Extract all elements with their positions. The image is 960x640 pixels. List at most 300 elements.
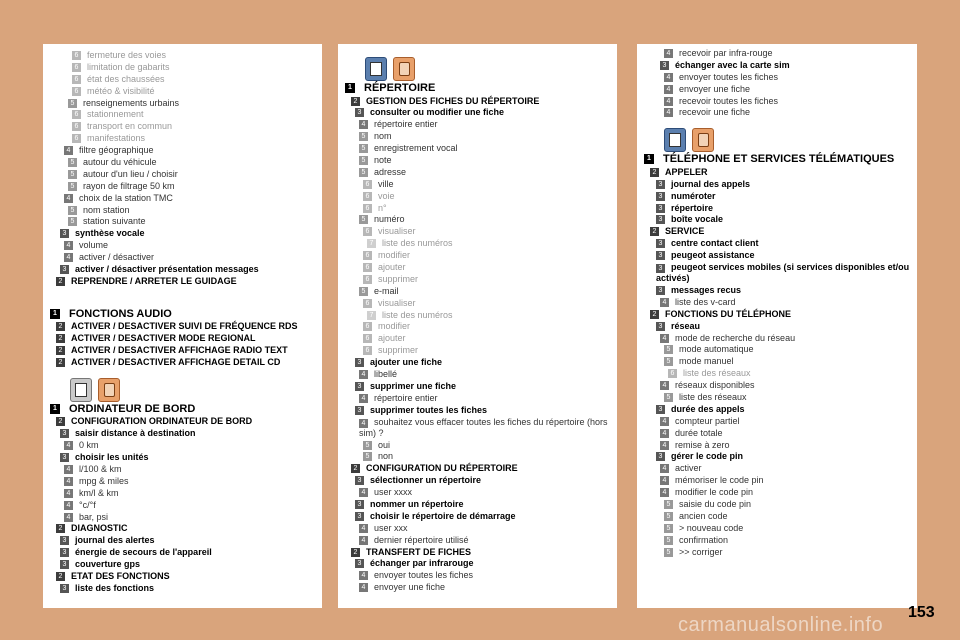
- menu-item-label: enregistrement vocal: [374, 143, 458, 154]
- menu-item-label: ACTIVER / DESACTIVER AFFICHAGE DETAIL CD: [71, 356, 281, 367]
- level-badge: 4: [359, 394, 368, 403]
- menu-item-label: météo & visibilité: [87, 85, 155, 96]
- menu-item: [644, 404, 917, 416]
- menu-item: [345, 191, 617, 203]
- menu-item: [644, 179, 917, 191]
- level-badge: 5: [359, 215, 368, 224]
- level-badge: 2: [650, 168, 659, 177]
- level-badge: 1: [50, 309, 60, 319]
- level-badge: 3: [355, 382, 364, 391]
- level-badge: 3: [60, 229, 69, 238]
- level-badge: 4: [660, 429, 669, 438]
- menu-item: [345, 333, 617, 345]
- level-badge: 5: [359, 287, 368, 296]
- level-badge: 3: [656, 264, 665, 273]
- menu-item: [345, 131, 617, 143]
- trip-computer-icons: [50, 377, 322, 403]
- menu-item-label: compteur partiel: [675, 415, 740, 426]
- level-badge: 2: [56, 334, 65, 343]
- menu-item-label: modifier: [378, 250, 411, 261]
- menu-item: [644, 226, 917, 238]
- menu-item: [50, 428, 322, 440]
- menu-item-label: supprimer une fiche: [370, 380, 457, 391]
- menu-item: [345, 511, 617, 523]
- menu-item: [345, 547, 617, 559]
- menu-item-label: renseignements urbains: [83, 97, 180, 108]
- level-badge: 4: [64, 501, 73, 510]
- menu-item: [345, 440, 617, 452]
- level-badge: 4: [359, 120, 368, 129]
- menu-item-label: envoyer toutes les fiches: [679, 71, 779, 82]
- level-badge: 7: [367, 311, 376, 320]
- level-badge: 6: [363, 322, 372, 331]
- level-badge: 4: [64, 441, 73, 450]
- level-badge: 4: [64, 465, 73, 474]
- menu-item: [345, 82, 617, 96]
- menu-item: [345, 558, 617, 570]
- menu-item-label: peugeot services mobiles (si services disponibles et/ou activés): [656, 261, 910, 283]
- menu-item: [50, 62, 322, 74]
- level-badge: 6: [363, 299, 372, 308]
- menu-item: [50, 228, 322, 240]
- audio-menu-list: [50, 308, 322, 369]
- menu-item-label: saisie du code pin: [679, 499, 752, 509]
- menu-item: [644, 321, 917, 333]
- level-badge: 3: [355, 559, 364, 568]
- menu-column-right: [637, 44, 917, 608]
- menu-item-label: autour du véhicule: [83, 157, 157, 168]
- menu-item: [50, 240, 322, 252]
- level-badge: 2: [351, 97, 360, 106]
- level-badge: 4: [64, 194, 73, 203]
- level-badge: 5: [68, 217, 77, 226]
- menu-item: [345, 167, 617, 179]
- menu-item-label: ORDINATEUR DE BORD: [69, 402, 196, 415]
- menu-item-label: mémoriser le code pin: [675, 475, 764, 486]
- level-badge: 6: [363, 334, 372, 343]
- level-badge: 4: [664, 85, 673, 94]
- level-badge: 5: [68, 206, 77, 215]
- level-badge: 5: [359, 144, 368, 153]
- menu-item: [345, 451, 617, 463]
- level-badge: 5: [359, 156, 368, 165]
- menu-item-label: centre contact client: [671, 238, 759, 249]
- menu-item: [644, 250, 917, 262]
- menu-item-label: RÉPERTOIRE: [364, 82, 436, 94]
- menu-item: [345, 369, 617, 381]
- menu-item: [644, 60, 917, 72]
- level-badge: 3: [60, 453, 69, 462]
- menu-item: [644, 344, 917, 356]
- menu-item-label: CONFIGURATION ORDINATEUR DE BORD: [71, 416, 253, 427]
- level-badge: 5: [664, 536, 673, 545]
- menu-item: [644, 440, 917, 452]
- menu-item: [50, 559, 322, 571]
- menu-item: [345, 535, 617, 547]
- menu-item-label: recevoir par infra-rouge: [679, 48, 773, 58]
- level-badge: 4: [664, 97, 673, 106]
- level-badge: 2: [56, 417, 65, 426]
- level-badge: 4: [64, 253, 73, 262]
- menu-item: [345, 405, 617, 417]
- menu-item: [644, 285, 917, 297]
- menu-item: [345, 310, 617, 322]
- menu-item: [644, 547, 917, 559]
- menu-item-label: ajouter: [378, 261, 406, 272]
- menu-item-label: ville: [378, 178, 394, 189]
- menu-item: [345, 274, 617, 286]
- level-badge: 3: [656, 192, 665, 201]
- menu-item-label: mpg & miles: [79, 475, 129, 486]
- menu-item-label: oui: [378, 439, 391, 450]
- menu-item: [50, 308, 322, 322]
- level-badge: 6: [72, 75, 81, 84]
- menu-item-label: répertoire: [671, 202, 714, 213]
- address-book-icon: [365, 57, 387, 81]
- menu-item-label: DIAGNOSTIC: [71, 523, 128, 534]
- level-badge: 2: [56, 322, 65, 331]
- menu-item-label: 0 km: [79, 440, 99, 451]
- menu-item-label: REPRENDRE / ARRETER LE GUIDAGE: [71, 275, 237, 286]
- level-badge: 3: [355, 108, 364, 117]
- menu-item-label: ajouter une fiche: [370, 357, 443, 368]
- menu-item: [644, 475, 917, 487]
- menu-item-label: ACTIVER / DESACTIVER SUIVI DE FRÉQUENCE RDS: [71, 321, 298, 332]
- menu-item-label: ajouter: [378, 333, 406, 344]
- menu-item: [644, 333, 917, 345]
- menu-item: [50, 133, 322, 145]
- telephone-menu-list: [644, 153, 917, 558]
- menu-item-label: envoyer une fiche: [374, 582, 446, 593]
- menu-item: [50, 276, 322, 288]
- level-badge: 3: [60, 560, 69, 569]
- menu-item-label: supprimer: [378, 345, 419, 356]
- level-badge: 3: [60, 265, 69, 274]
- menu-item-label: filtre géographique: [79, 145, 154, 156]
- menu-item-label: choisir le répertoire de démarrage: [370, 510, 516, 521]
- menu-item: [345, 119, 617, 131]
- menu-item-label: couverture gps: [75, 559, 141, 570]
- menu-item: [50, 50, 322, 62]
- menu-item-label: manifestations: [87, 133, 146, 144]
- telephone-icons: [644, 127, 917, 153]
- level-badge: 4: [660, 417, 669, 426]
- menu-item-label: durée des appels: [671, 403, 745, 414]
- level-badge: 3: [660, 61, 669, 70]
- menu-item-label: km/l & km: [79, 487, 119, 498]
- level-badge: 6: [363, 275, 372, 284]
- level-badge: 4: [64, 489, 73, 498]
- menu-item: [644, 428, 917, 440]
- menu-item-label: bar, psi: [79, 511, 109, 522]
- menu-item-label: choix de la station TMC: [79, 192, 173, 203]
- level-badge: 4: [660, 334, 669, 343]
- menu-column-middle: [338, 44, 617, 608]
- menu-item: [50, 216, 322, 228]
- level-badge: 6: [668, 369, 677, 378]
- menu-item-label: stationnement: [87, 109, 144, 120]
- menu-item: [345, 570, 617, 582]
- menu-item-label: supprimer toutes les fiches: [370, 404, 488, 415]
- menu-item-label: user xxx: [374, 522, 408, 533]
- level-badge: 3: [656, 286, 665, 295]
- menu-item: [50, 181, 322, 193]
- menu-item-label: adresse: [374, 166, 407, 177]
- menu-item-label: dernier répertoire utilisé: [374, 534, 469, 545]
- level-badge: 4: [359, 571, 368, 580]
- menu-item: [345, 487, 617, 499]
- level-badge: 4: [64, 146, 73, 155]
- menu-column-left: [43, 44, 322, 608]
- menu-item-label: durée totale: [675, 427, 723, 438]
- menu-item: [345, 298, 617, 310]
- menu-item: [345, 203, 617, 215]
- menu-item: [345, 262, 617, 274]
- menu-item-label: e-mail: [374, 285, 399, 296]
- menu-item-label: mode manuel: [679, 356, 734, 367]
- menu-item: [644, 511, 917, 523]
- level-badge: 4: [64, 477, 73, 486]
- menu-item: [345, 286, 617, 298]
- menu-item-label: énergie de secours de l'appareil: [75, 547, 212, 558]
- menu-item: [50, 357, 322, 369]
- menu-item-label: autour d'un lieu / choisir: [83, 168, 178, 179]
- menu-item: [345, 96, 617, 108]
- menu-item-label: échanger par infrarouge: [370, 558, 474, 569]
- level-badge: 3: [656, 405, 665, 414]
- menu-item-label: TRANSFERT DE FICHES: [366, 546, 472, 557]
- level-badge: 4: [64, 513, 73, 522]
- menu-item: [50, 476, 322, 488]
- menu-item: [50, 452, 322, 464]
- level-badge: 6: [72, 63, 81, 72]
- level-badge: 5: [68, 170, 77, 179]
- menu-item: [50, 333, 322, 345]
- menu-item-label: supprimer: [378, 273, 419, 284]
- level-badge: 2: [56, 358, 65, 367]
- menu-item: [345, 582, 617, 594]
- menu-item-label: liste des numéros: [382, 238, 453, 249]
- level-badge: 6: [72, 87, 81, 96]
- menu-item-label: confirmation: [679, 534, 729, 545]
- menu-item: [50, 464, 322, 476]
- menu-item: [644, 523, 917, 535]
- directory-icons: [345, 56, 617, 82]
- page-number: 153: [908, 604, 935, 621]
- level-badge: 4: [359, 583, 368, 592]
- level-badge: 3: [355, 358, 364, 367]
- menu-item-label: fermeture des voies: [87, 50, 167, 60]
- menu-item-label: nommer un répertoire: [370, 499, 464, 509]
- mobile-phone-icon: [692, 128, 714, 152]
- level-badge: 3: [355, 500, 364, 509]
- menu-item-label: répertoire entier: [374, 119, 438, 130]
- level-badge: 5: [363, 441, 372, 450]
- menu-item: [345, 155, 617, 167]
- menu-item-label: non: [378, 451, 394, 462]
- menu-item: [50, 193, 322, 205]
- menu-item: [50, 169, 322, 181]
- menu-item: [50, 109, 322, 121]
- menu-item-label: user xxxx: [374, 487, 413, 498]
- menu-item: [644, 107, 917, 119]
- menu-item-label: journal des appels: [671, 178, 751, 189]
- menu-item-label: note: [374, 154, 392, 165]
- menu-item: [345, 475, 617, 487]
- menu-item: [644, 487, 917, 499]
- menu-item: [644, 451, 917, 463]
- level-badge: 5: [664, 524, 673, 533]
- menu-item-label: liste des fonctions: [75, 582, 155, 593]
- menu-item: [50, 205, 322, 217]
- menu-item-label: n°: [378, 202, 387, 213]
- menu-item-label: voie: [378, 190, 395, 201]
- menu-item-label: envoyer toutes les fiches: [374, 570, 474, 581]
- menu-item: [644, 262, 917, 284]
- level-badge: 4: [359, 419, 368, 428]
- level-badge: 2: [650, 227, 659, 236]
- menu-item: [644, 297, 917, 309]
- menu-item: [644, 463, 917, 475]
- menu-item-label: gérer le code pin: [671, 451, 744, 462]
- menu-item: [345, 381, 617, 393]
- laptop-icon: [70, 378, 92, 402]
- level-badge: 2: [56, 572, 65, 581]
- menu-item: [644, 214, 917, 226]
- menu-item: [644, 535, 917, 547]
- menu-item-label: consulter ou modifier une fiche: [370, 107, 505, 118]
- menu-item: [345, 417, 617, 439]
- level-badge: 5: [664, 345, 673, 354]
- menu-item: [345, 393, 617, 405]
- menu-item: [345, 499, 617, 511]
- level-badge: 6: [72, 110, 81, 119]
- menu-item-label: mode automatique: [679, 344, 754, 355]
- menu-item: [50, 403, 322, 417]
- level-badge: 6: [72, 122, 81, 131]
- menu-item: [345, 226, 617, 238]
- menu-item: [50, 535, 322, 547]
- level-badge: 1: [644, 154, 654, 164]
- level-badge: 7: [367, 239, 376, 248]
- menu-item: [345, 214, 617, 226]
- menu-item: [345, 107, 617, 119]
- menu-item-label: nom: [374, 131, 392, 142]
- level-badge: 3: [355, 512, 364, 521]
- menu-item-label: peugeot assistance: [671, 250, 755, 261]
- directory-transfer-list: [644, 48, 917, 119]
- menu-item-label: rayon de filtrage 50 km: [83, 180, 175, 191]
- level-badge: 4: [660, 476, 669, 485]
- menu-item-label: ancien code: [679, 510, 728, 521]
- menu-item: [50, 145, 322, 157]
- menu-item-label: mode de recherche du réseau: [675, 332, 796, 343]
- menu-item: [50, 264, 322, 276]
- menu-item-label: station suivante: [83, 216, 146, 227]
- level-badge: 5: [664, 357, 673, 366]
- level-badge: 3: [656, 452, 665, 461]
- menu-item: [50, 86, 322, 98]
- menu-item-label: réseaux disponibles: [675, 380, 755, 391]
- menu-item: [644, 368, 917, 380]
- menu-item: [50, 571, 322, 583]
- menu-item: [644, 416, 917, 428]
- menu-item-label: remise à zero: [675, 439, 730, 450]
- menu-item: [50, 512, 322, 524]
- at-phone-icon: [664, 128, 686, 152]
- menu-item: [644, 167, 917, 179]
- menu-item: [644, 191, 917, 203]
- navigation-menu-list: [50, 50, 322, 288]
- menu-item-label: liste des v-card: [675, 296, 736, 307]
- level-badge: 3: [656, 204, 665, 213]
- menu-item: [50, 416, 322, 428]
- menu-item-label: transport en commun: [87, 121, 173, 132]
- menu-item: [644, 153, 917, 167]
- menu-item-label: journal des alertes: [75, 535, 155, 546]
- menu-item: [644, 392, 917, 404]
- level-badge: 4: [64, 241, 73, 250]
- menu-item-label: ETAT DES FONCTIONS: [71, 570, 170, 581]
- menu-item: [50, 523, 322, 535]
- level-badge: 6: [363, 180, 372, 189]
- level-badge: 3: [656, 215, 665, 224]
- menu-item-label: SERVICE: [665, 226, 705, 237]
- menu-item-label: CONFIGURATION DU RÉPERTOIRE: [366, 463, 518, 474]
- level-badge: 4: [664, 49, 673, 58]
- menu-item-label: GESTION DES FICHES DU RÉPERTOIRE: [366, 95, 540, 106]
- fuel-icon: [98, 378, 120, 402]
- menu-item-label: volume: [79, 240, 109, 251]
- level-badge: 3: [355, 406, 364, 415]
- menu-item-label: messages recus: [671, 284, 742, 295]
- level-badge: 4: [359, 536, 368, 545]
- menu-item-label: numéroter: [671, 190, 716, 201]
- menu-item-label: l/100 & km: [79, 463, 122, 474]
- level-badge: 5: [664, 393, 673, 402]
- menu-item-label: >> corriger: [679, 546, 723, 557]
- menu-item-label: recevoir toutes les fiches: [679, 95, 779, 106]
- level-badge: 3: [656, 180, 665, 189]
- level-badge: 6: [363, 204, 372, 213]
- menu-item-label: répertoire entier: [374, 392, 438, 403]
- menu-item-label: FONCTIONS AUDIO: [69, 307, 172, 320]
- level-badge: 3: [656, 322, 665, 331]
- menu-item: [644, 96, 917, 108]
- level-badge: 4: [359, 488, 368, 497]
- level-badge: 5: [359, 132, 368, 141]
- level-badge: 6: [363, 192, 372, 201]
- menu-item-label: modifier: [378, 321, 411, 332]
- menu-item: [50, 547, 322, 559]
- level-badge: 3: [60, 548, 69, 557]
- level-badge: 5: [664, 512, 673, 521]
- menu-item: [345, 143, 617, 155]
- menu-item: [50, 98, 322, 110]
- menu-item-label: saisir distance à destination: [75, 428, 196, 439]
- menu-item-label: liste des numéros: [382, 309, 453, 320]
- menu-item: [50, 157, 322, 169]
- level-badge: 5: [68, 158, 77, 167]
- level-badge: 1: [50, 404, 60, 414]
- menu-item-label: FONCTIONS DU TÉLÉPHONE: [665, 308, 792, 319]
- directory-menu-list: [345, 82, 617, 594]
- menu-item: [50, 440, 322, 452]
- level-badge: 2: [351, 464, 360, 473]
- level-badge: 4: [660, 298, 669, 307]
- level-badge: 5: [68, 182, 77, 191]
- menu-item: [644, 203, 917, 215]
